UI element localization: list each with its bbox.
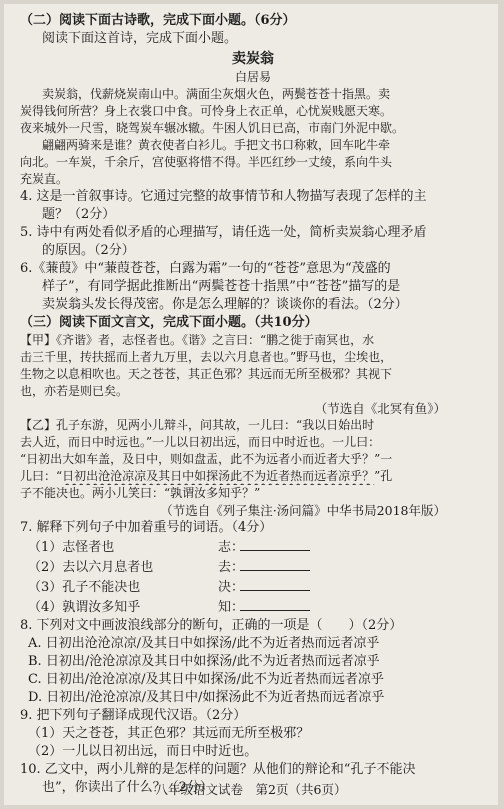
- q8-option-b[interactable]: B. 日初出/沧沧凉凉及其日中如探汤/此不为近者热而远者凉乎: [28, 654, 380, 669]
- passage-yi-line: 子不能决也。两小儿笑曰：“孰谓汝多知乎？”: [20, 486, 261, 500]
- q9-item: （2）一儿以日初出远，而日中时近也。: [28, 744, 258, 759]
- question-4: [20, 188, 486, 224]
- exam-page: [4, 4, 498, 805]
- q7-item: [20, 577, 486, 597]
- answer-blank[interactable]: [240, 557, 310, 571]
- question-5-line: 的原因。（2分）: [42, 243, 135, 258]
- q7-item-text: （1）志怪者也: [28, 540, 115, 555]
- q7-item: [20, 557, 486, 577]
- poem-line: 充炭直。: [20, 172, 69, 186]
- passage-jia-line: 击三千里，抟扶摇而上者九万里，去以六月息者也。”野马也，尘埃也，: [20, 350, 393, 364]
- poem-title: 卖炭翁: [232, 51, 274, 67]
- q7-item: [20, 597, 486, 617]
- passage-jia-line: 生物之以息相吹也。天之苍苍，其正色邪？其远而无所至极邪？其视下: [20, 367, 393, 381]
- poem-line: 炭得钱何所营？身上衣裳口中食。可怜身上衣正单，心忧炭贱愿天寒。: [20, 104, 393, 118]
- q7-item-text: （4）孰谓汝多知乎: [28, 600, 141, 615]
- passage-yi-source: （节选自《列子集注·汤问篇》中华书局2018年版）: [160, 503, 446, 518]
- q7-item-word: 知：: [218, 600, 245, 615]
- poem-author: 白居易: [234, 70, 271, 84]
- poem-line: 卖炭翁，伐薪烧炭南山中。满面尘灰烟火色，两鬓苍苍十指黑。卖: [42, 87, 391, 101]
- q7-item-word: 志：: [218, 540, 245, 555]
- question-7-stem: 7. 解释下列句子中加着重号的词语。（4分）: [20, 520, 273, 535]
- passage-jia-line: 也，亦若是则已矣。: [20, 384, 129, 398]
- question-6-line: 卖炭翁头发长得茂密。你是怎么理解的？谈谈你的看法。（2分）: [42, 297, 408, 312]
- question-5: [20, 224, 486, 260]
- question-6-line: 6.《蒹葭》中“蒹葭苍苍，白露为霜”一句的“苍苍”意思为“茂盛的: [20, 261, 391, 276]
- answer-blank[interactable]: [240, 597, 310, 611]
- q7-item-text: （3）孔子不能决也: [28, 580, 141, 595]
- question-6-line: 样子”，有同学据此推断出“两鬓苍苍十指黑”中“苍苍”描写的是: [42, 279, 401, 294]
- section-2-header: （二）阅读下面古诗歌，完成下面小题。（6分）: [20, 13, 296, 28]
- question-4-line: 4. 这是一首叙事诗。它通过完整的故事情节和人物描写表现了怎样的主: [20, 189, 427, 204]
- passage-yi-line: 【乙】孔子东游，见两小儿辩斗，问其故，一儿曰：“我以日始出时: [20, 418, 375, 432]
- q8-option-d[interactable]: D. 日初出/沧沧凉凉/及其日中/如探汤此不为近者热而远者凉乎: [28, 690, 385, 705]
- q8-option-a[interactable]: A. 日初出沧沧凉凉/及其日中如探汤/此不为近者热而远者凉乎: [28, 636, 380, 651]
- passage-jia-source: （节选自《北冥有鱼》）: [314, 401, 446, 416]
- section-2-intro: 阅读下面这首诗，完成下面小题。: [42, 31, 238, 46]
- question-8-stem: 8. 下列对文中画波浪线部分的断句，正确的一项是（ ）（2分）: [20, 618, 403, 633]
- passage-yi: [20, 417, 486, 519]
- wavy-underlined-sentence: 日初出沧沧凉凉及其日中如探汤此不为近者热而远者凉乎？: [62, 469, 375, 483]
- section-3-header: （三）阅读下面文言文，完成下面小题。（共10分）: [20, 315, 318, 330]
- q8-option-c[interactable]: C. 日初出/沧沧凉凉/及其日中如探汤/此不为近者热而远者凉乎: [28, 672, 384, 687]
- passage-jia: [20, 332, 486, 417]
- passage-jia-line: 【甲】《齐谐》者，志怪者也。《谐》之言曰：“鹏之徙于南冥也，水: [20, 333, 375, 347]
- answer-blank[interactable]: [240, 537, 310, 551]
- question-9-stem: 9. 把下列句子翻译成现代汉语。（2分）: [20, 708, 247, 723]
- poem-line: 翩翩两骑来是谁？黄衣使者白衫儿。手把文书口称敕，回车叱牛牵: [42, 138, 391, 152]
- page-footer: 八年级语文试卷 第2页（共6页）: [155, 782, 347, 797]
- question-5-line: 5. 诗中有两处看似矛盾的心理描写，请任选一处，简析卖炭翁心理矛盾: [20, 225, 427, 240]
- poem-line: 向北。一车炭，千余斤，宫使驱将惜不得。半匹红纱一丈绫，系向牛头: [20, 155, 393, 169]
- question-7: [20, 519, 486, 617]
- question-4-line: 题？（2分）: [42, 207, 116, 222]
- q7-item: [20, 537, 486, 557]
- q9-item: （1）天之苍苍，其正色邪？其远而无所至极邪？: [28, 726, 310, 741]
- question-6: [20, 260, 486, 314]
- question-10-line: 也”，你读出了什么？（2分）: [42, 780, 213, 795]
- q7-item-word: 去：: [218, 560, 245, 575]
- passage-yi-text: 儿曰：“: [20, 469, 63, 483]
- poem-text: [20, 86, 486, 188]
- question-10-line: 10. 乙文中，两小儿辩的是怎样的问题？从他们的辩论和“孔子不能决: [20, 762, 416, 777]
- passage-yi-text: ”孔: [374, 469, 393, 483]
- passage-yi-line: 去人近，而日中时远也。”一儿以日初出远，而日中时近也。一儿曰：: [20, 435, 381, 449]
- answer-blank[interactable]: [240, 577, 310, 591]
- poem-line: 夜来城外一尺雪，晓驾炭车辗冰辙。牛困人饥日已高，市南门外泥中歇。: [20, 121, 405, 135]
- passage-yi-line: “日初出大如车盖，及日中，则如盘盂，此不为远者小而近者大乎？”一: [20, 452, 393, 466]
- passage-yi-line: [20, 468, 486, 485]
- q7-item-word: 决：: [218, 580, 245, 595]
- question-8: [20, 617, 486, 707]
- q7-item-text: （2）去以六月息者也: [28, 560, 154, 575]
- question-9: [20, 707, 486, 761]
